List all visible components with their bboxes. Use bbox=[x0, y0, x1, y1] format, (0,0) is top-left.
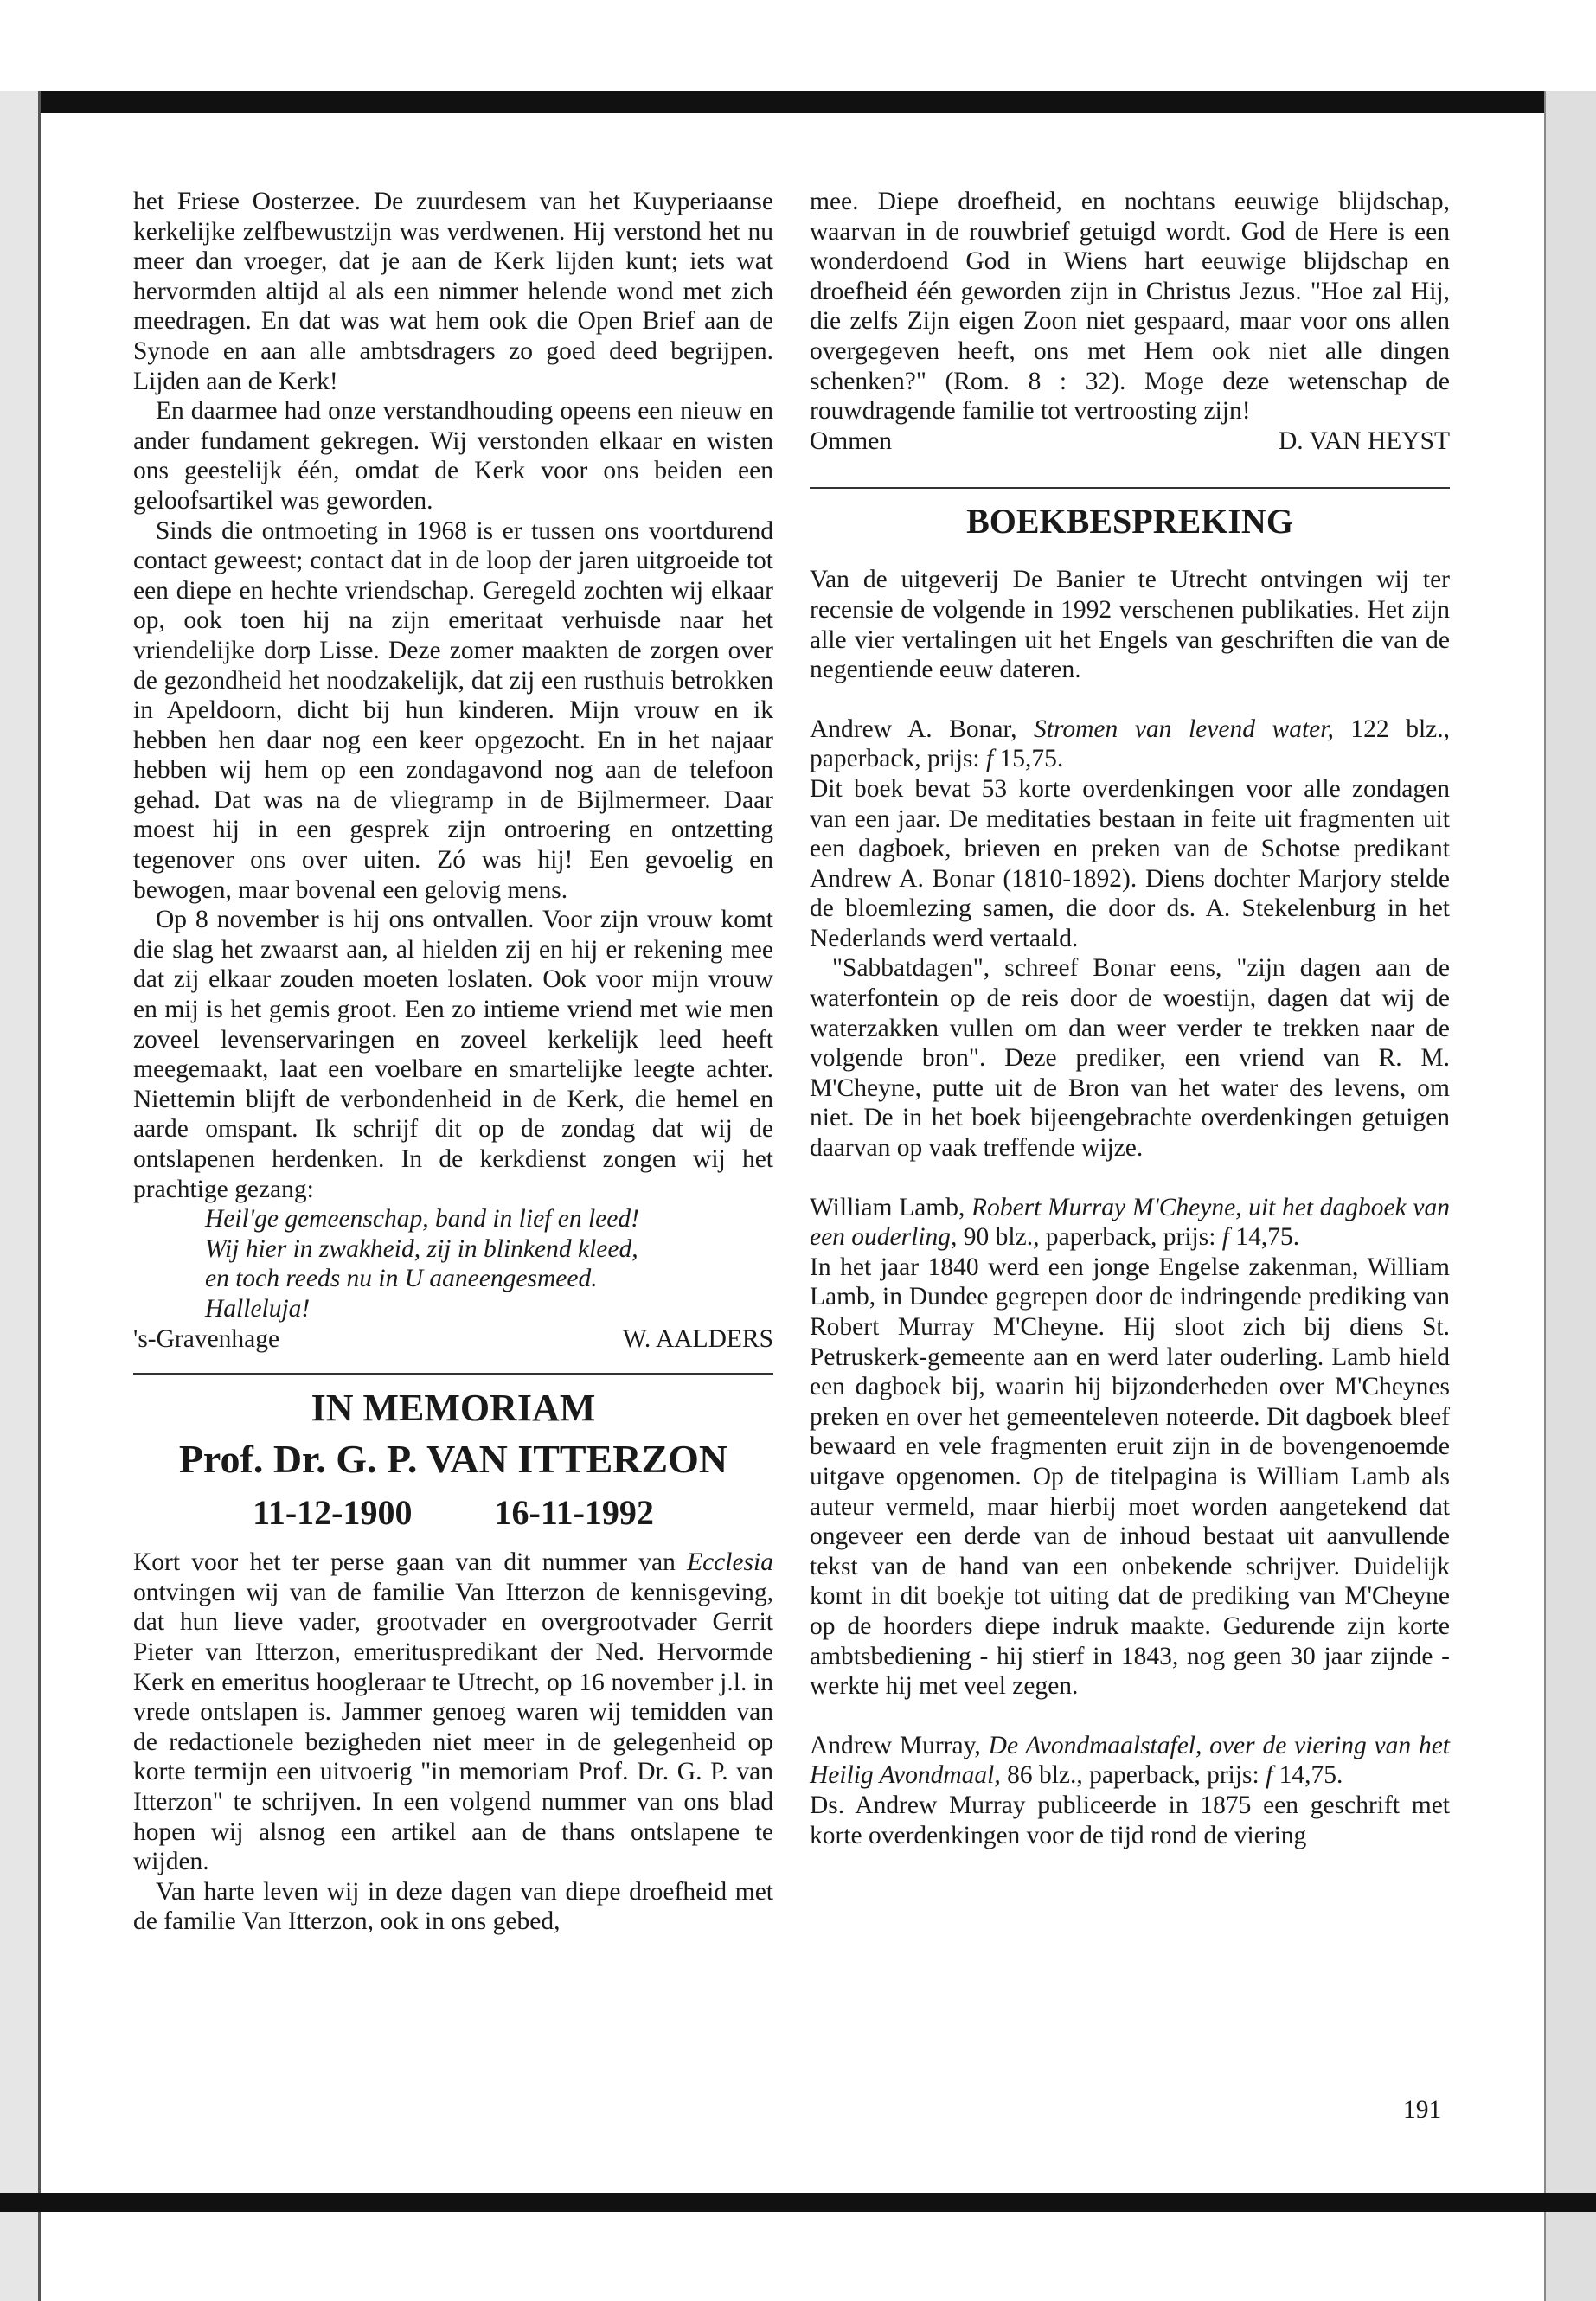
paragraph: In het jaar 1840 werd een jonge Engelse zakenman, William Lamb, in Dundee gegrepen door de indringende prediking van Robert Murray M'Cheyne. Hij sloot zich bij diens St. Petruskerk-gemeente aan en werd later ouderling. Lamb hield een dagboek bij, waarin hij bijzonderheden over M'Cheynes preken en over het gemeenteleven noteerde. Dit dagboek bleef bewaard en vele fragmenten eruit zijn in de bovengenoemde uitgave opgenomen. Op de titelpagina is William Lamb als auteur vermeld, maar hierbij moet worden aangetekend dat ongeveer een derde van de inhoud bestaat uit aanvullende tekst van de hand van een onbekende schrijver. Duidelijk komt in dit boekje tot uiting dat de prediking van M'Cheyne op de hoorders diepe indruk maakte. Gedurende zijn korte ambtsbediening - hij stierf in 1843, nog geen 30 jaar zijnde - werkte hij met veel zegen. bbox=[810, 1253, 1450, 1701]
signature bbox=[133, 1324, 773, 1355]
signature bbox=[810, 426, 1450, 457]
verse-line: Wij hier in zwakheid, zij in blinkend kleed, bbox=[205, 1234, 638, 1263]
memoriam-paragraph bbox=[133, 1548, 773, 1877]
book-details: 122 blz., paperback, prijs: bbox=[810, 715, 1450, 773]
memoriam-name: Prof. Dr. G. P. VAN ITTERZON bbox=[178, 1437, 728, 1482]
verse-line: Heil'ge gemeenschap, band in lief en leed! bbox=[205, 1205, 639, 1234]
verse-line: en toch reeds nu in U aaneengesmeed. bbox=[205, 1265, 598, 1293]
book-citation bbox=[810, 1193, 1450, 1253]
book-details: 86 blz., paperback, prijs: bbox=[1000, 1761, 1266, 1790]
book-author: Andrew A. Bonar, bbox=[810, 715, 1035, 743]
spacer bbox=[810, 685, 1450, 715]
currency-symbol: f bbox=[1221, 1223, 1229, 1252]
currency-symbol: f bbox=[985, 745, 994, 773]
signature-place: 's-Gravenhage bbox=[133, 1324, 280, 1353]
currency-symbol: f bbox=[1266, 1761, 1273, 1790]
paragraph: Sinds die ontmoeting in 1968 is er tussen ons voortdurend contact geweest; contact dat in de loop der jaren uitgroeide tot een diepe en hechte vriendschap. Geregeld zochten wij elkaar op, ook toen hij na zijn emeritaat verhuisde naar het vriendelijke dorp Lisse. Deze zomer maakten de zorgen over de gezondheid het noodzakelijk, dat zij een rusthuis betrokken in Apeldoorn, dicht bij hun kinderen. Mijn vrouw en ik hebben hen daar nog een keer opgezocht. En in het najaar hebben wij hem op een zondagavond nog aan de telefoon gehad. Dat was na de vliegramp in de Bijlmermeer. Daar moest hij in een gesprek zijn ontroering en ontzetting tegenover ons over uiten. Zó was hij! Een gevoelig en bewogen, maar bovenal een gelovig mens. bbox=[133, 516, 773, 904]
page-number: 191 bbox=[1403, 2096, 1442, 2124]
paragraph: "Sabbatdagen", schreef Bonar eens, "zijn dagen aan de waterfontein op de reis door de woestijn, dagen dat wij de waterzakken vullen om dan weer verder te trekken naar de volgende bron". Deze prediker, een vriend van R. M. M'Cheyne, putte uit de Bron van het water des levens, om niet. De in het boek bijeengebrachte overdenkingen getuigen daarvan op vaak treffende wijze. bbox=[810, 954, 1450, 1163]
book-price: 15,75. bbox=[993, 745, 1064, 773]
book-title: Stromen van levend water, bbox=[1034, 715, 1334, 743]
scan-bottom-edge bbox=[0, 2193, 1596, 2212]
memoriam-dates bbox=[133, 1487, 773, 1539]
scan-right-edge bbox=[1544, 91, 1596, 2301]
scan-top-edge bbox=[0, 91, 1596, 113]
book-price: 14,75. bbox=[1229, 1223, 1300, 1252]
paragraph: mee. Diepe droefheid, en nochtans eeuwige blijdschap, waarvan in de rouwbrief getuigd wordt. God de Here is een wonderdoend God in Wiens hart eeuwige blijdschap en droefheid één geworden zijn in Christus Jezus. "Hoe zal Hij, die zelfs Zijn eigen Zoon niet gespaard, maar voor ons allen overgegeven heeft, ons met Hem ook niet alle dingen schenken?" (Rom. 8 : 32). Moge deze wetenschap de rouwdragende familie tot vertroosting zijn! bbox=[810, 188, 1450, 426]
book-author: William Lamb, bbox=[810, 1193, 972, 1221]
divider bbox=[810, 487, 1450, 489]
signature-author: W. AALDERS bbox=[622, 1324, 773, 1353]
book-title: De Avondmaalstafel, over de viering van het Heilig Avondmaal, bbox=[810, 1731, 1450, 1790]
signature-place: Ommen bbox=[810, 426, 893, 455]
memoriam-paragraph: Van harte leven wij in deze dagen van diepe droefheid met de familie Van Itterzon, ook in ons gebed, bbox=[133, 1877, 773, 1936]
book-author: Andrew Murray, bbox=[810, 1731, 989, 1759]
paragraph: het Friese Oosterzee. De zuurdesem van het Kuyperiaanse kerkelijke zelfbewustzijn was verdwenen. Hij verstond het nu meer dan vroeger, dat je aan de Kerk lijden kunt; iets wat hervormden altijd al als een nimmer helende wond met zich meedragen. En dat was wat hem ook die Open Brief aan de Synode en aan alle ambtsdragers zo goed deed begrijpen. Lijden aan de Kerk! bbox=[133, 188, 773, 395]
verse-line: Halleluja! bbox=[205, 1294, 311, 1323]
spacer bbox=[810, 1163, 1450, 1193]
left-column bbox=[133, 187, 773, 1937]
text-run: ontvingen wij van de familie Van Itterzon de kennisgeving, dat hun lieve vader, grootvader en overgrootvader Gerrit Pieter van Itterzon, emerituspredikant der Ned. Hervormde Kerk en emeritus hoogleraar te Utrecht, op 16 november j.l. in vrede ontslapen is. Jammer genoeg waren wij temidden van de redactionele bezigheden niet meer in de gelegenheid op korte termijn een uitvoerig "in memoriam Prof. Dr. G. P. van Itterzon" te schrijven. In een volgend nummer van ons blad hopen wij alsnog een artikel aan de thans ontslapene te wijden. bbox=[133, 1578, 773, 1876]
text-run: Kort voor het ter perse gaan van dit nummer van bbox=[133, 1548, 688, 1577]
right-column bbox=[810, 187, 1450, 1850]
paragraph: Ds. Andrew Murray publiceerde in 1875 een geschrift met korte overdenkingen voor de tijd rond de viering bbox=[810, 1791, 1450, 1849]
paragraph: En daarmee had onze verstandhouding opeens een nieuw en ander fundament gekregen. Wij verstonden elkaar en wisten ons geestelijk één, omdat de Kerk voor ons beiden een geloofsartikel was geworden. bbox=[133, 397, 773, 515]
paragraph: Dit boek bevat 53 korte overdenkingen voor alle zondagen van een jaar. De meditaties bestaan in feite uit fragmenten uit een dagboek, brieven en preken van de Schotse predikant Andrew A. Bonar (1810-1892). Diens dochter Marjory stelde de bloemlezing samen, die door ds. A. Stekelenburg in het Nederlands werd vertaald. bbox=[810, 774, 1450, 952]
section-intro: Van de uitgeverij De Banier te Utrecht ontvingen wij ter recensie de volgende in 1992 verschenen publikaties. Het zijn alle vier vertalingen uit het Engels van geschriften die van de negentiende eeuw dateren. bbox=[810, 566, 1450, 684]
memoriam-heading: IN MEMORIAM bbox=[311, 1387, 596, 1430]
book-price: 14,75. bbox=[1272, 1761, 1343, 1790]
birth-date: 11-12-1900 bbox=[253, 1493, 413, 1533]
scan-left-edge bbox=[0, 91, 41, 2301]
spacer bbox=[810, 1702, 1450, 1731]
book-citation bbox=[810, 1731, 1450, 1791]
divider bbox=[133, 1373, 773, 1375]
paragraph: Op 8 november is hij ons ontvallen. Voor zijn vrouw komt die slag het zwaarst aan, al hielden zij en hij er rekening mee dat zij elkaar zouden moeten loslaten. Ook voor mijn vrouw en mij is het gemis groot. Een zo intieme vriend met wie men zoveel levenservaringen en zoveel kerkelijk leed heeft meegemaakt, laat een voelbare en smartelijke leegte achter. Niettemin blijft de verbondenheid in de Kerk, die hemel en aarde omspant. Ik schrijf dit op de zondag dat wij de ontslapenen herdenken. In de kerkdienst zongen wij het prachtige gezang: bbox=[133, 906, 773, 1203]
book-title: Robert Murray M'Cheyne, uit het dagboek van een ouderling, bbox=[810, 1193, 1450, 1252]
signature-author: D. VAN HEYST bbox=[1278, 426, 1450, 455]
journal-title: Ecclesia bbox=[687, 1548, 773, 1577]
hymn-verse bbox=[133, 1204, 773, 1324]
book-citation bbox=[810, 715, 1450, 774]
death-date: 16-11-1992 bbox=[494, 1493, 654, 1533]
section-title: BOEKBESPREKING bbox=[966, 502, 1293, 542]
book-details: 90 blz., paperback, prijs: bbox=[957, 1223, 1222, 1252]
